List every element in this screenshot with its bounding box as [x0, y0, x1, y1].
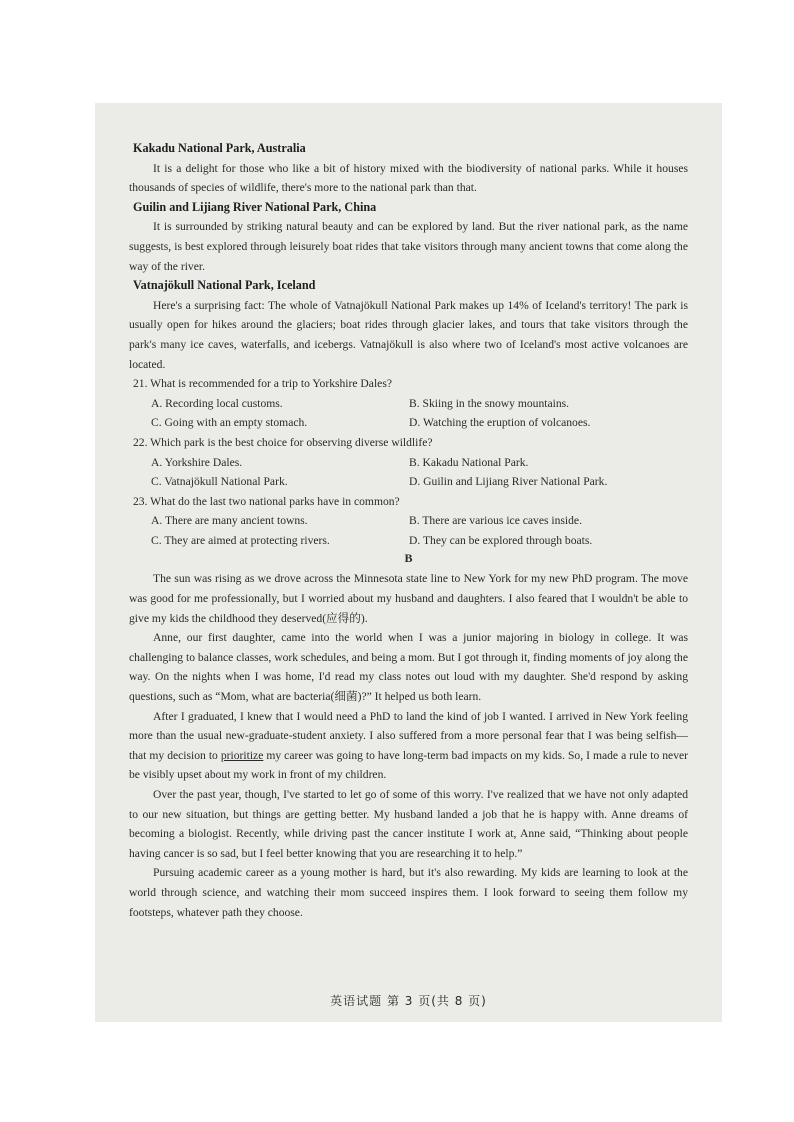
park-text-kakadu: It is a delight for those who like a bit of history mixed with the biodiversity of national parks. While it houses thousands of species of wildlife, there's more to the national park than that.	[129, 161, 688, 195]
question-22-options	[129, 453, 688, 492]
paragraph-3-start: After I graduated, I knew that I would need a PhD to land the kind of job I wanted. I arrived in New York feeling more than the usual new-graduate-student anxiety. I also suffered from a more personal fear that I was being selfish—that my decision to	[129, 709, 688, 762]
passage-b-paragraph-2: Anne, our first daughter, came into the world when I was a junior majoring in biology in college. It was challenging to balance classes, work schedules, and being a mom. But I got through it, finding moments of joy along the way. On the nights when I was home, I'd read my class notes out loud with my daughter. She'd respond by asking questions, such as “Mom, what are bacteria(细菌)?” It helped us both learn.	[129, 631, 688, 704]
option-23-d: D. They can be explored through boats.	[409, 533, 593, 547]
option-21-d: D. Watching the eruption of volcanoes.	[409, 416, 591, 430]
park-heading-guilin: Guilin and Lijiang River National Park, China	[133, 199, 377, 214]
option-23-c: C. They are aimed at protecting rivers.	[151, 533, 330, 547]
section-b-label: B	[404, 551, 413, 566]
option-22-d: D. Guilin and Lijiang River National Park.	[409, 475, 608, 489]
page-footer: 英语试题 第 3 页(共 8 页)	[330, 994, 487, 1008]
park-heading-vatnajokull: Vatnajökull National Park, Iceland	[133, 278, 316, 293]
passage-b-paragraph-3	[129, 707, 688, 785]
option-23-b: B. There are various ice caves inside.	[409, 514, 582, 528]
paragraph-3-end: my career was going to have long-term bad impacts on my kids. So, I made a rule to never be visibly upset about my work in front of my children.	[129, 748, 689, 782]
underlined-word-prioritize: prioritize	[220, 748, 264, 762]
option-21-a: A. Recording local customs.	[151, 396, 283, 410]
passage-b-paragraph-4: Over the past year, though, I've started to let go of some of this worry. I've realized that we have not only adapted to our new situation, but things are getting better. My husband landed a job that he is happy with. Anne dreams of becoming a biologist. Recently, while driving past the cancer institute I work at, Anne said, “Thinking about people having cancer is so sad, but I feel better knowing that you are researching it to help.”	[129, 788, 688, 860]
question-23: 23. What do the last two national parks have in common?	[133, 494, 400, 508]
park-text-guilin: It is surrounded by striking natural beauty and can be explored by land. But the river national park, as the name suggests, is best explored through leisurely boat rides that take visitors through many ancient towns that come along the way of the river.	[129, 220, 688, 273]
option-21-b: B. Skiing in the snowy mountains.	[409, 396, 570, 410]
park-heading-kakadu: Kakadu National Park, Australia	[133, 141, 306, 155]
passage-b-paragraph-1: The sun was rising as we drove across the Minnesota state line to New York for my new PhD program. The move was good for me professionally, but I worried about my husband and daughters. I also feared that I wouldn't be able to give my kids the childhood they deserved(应得的).	[129, 572, 688, 625]
option-22-c: C. Vatnajökull National Park.	[151, 475, 288, 489]
passage-b-paragraph-5: Pursuing academic career as a young mother is hard, but it's also rewarding. My kids are learning to look at the world through science, and watching their mom succeed inspires them. I look forward to seeing them follow my footsteps, whatever path they choose.	[129, 866, 688, 919]
option-21-c: C. Going with an empty stomach.	[151, 416, 308, 430]
exam-page	[95, 103, 722, 1022]
option-22-b: B. Kakadu National Park.	[409, 455, 529, 469]
park-text-vatnajokull: Here's a surprising fact: The whole of Vatnajökull National Park makes up 14% of Iceland's territory! The park is usually open for hikes around the glaciers; boat rides through glacier lakes, and tours that take visitors through the park's many ice caves, waterfalls, and icebergs. Vatnajökull is also where two of Iceland's most active volcanoes are located.	[129, 298, 688, 371]
question-21-options	[129, 394, 688, 433]
question-22: 22. Which park is the best choice for observing diverse wildlife?	[133, 435, 433, 449]
question-21: 21. What is recommended for a trip to Yorkshire Dales?	[133, 377, 392, 391]
option-22-a: A. Yorkshire Dales.	[151, 455, 243, 469]
question-23-options	[129, 511, 688, 550]
option-23-a: A. There are many ancient towns.	[151, 514, 308, 528]
